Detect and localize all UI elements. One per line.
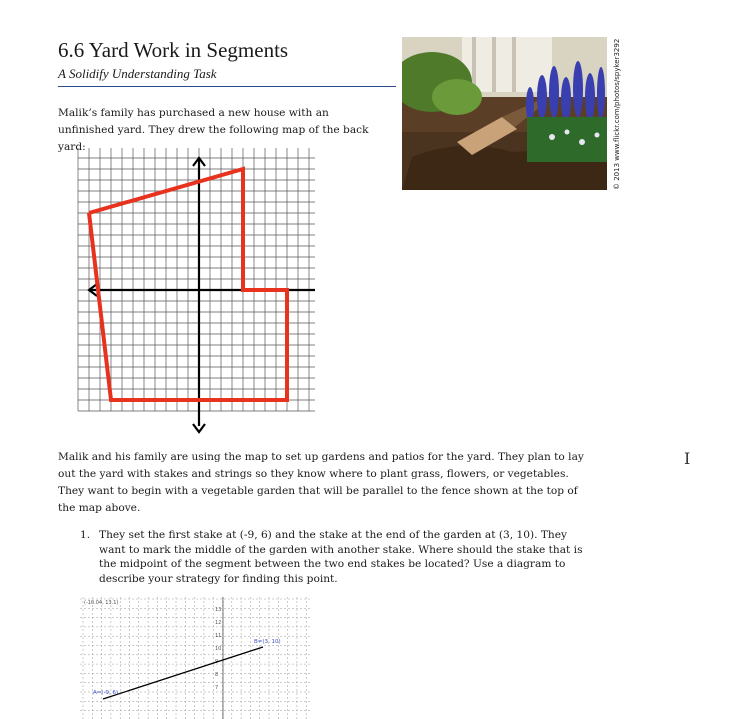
yard-grid (78, 148, 315, 411)
small-grid (80, 597, 312, 719)
text-cursor-icon: I (684, 449, 691, 468)
corner-label: (-10.04, 13.1) (84, 600, 119, 606)
photo-credit: © 2013 www.flickr.com/photos/spyker3292 (613, 38, 621, 190)
intro-paragraph: Malik’s family has purchased a new house with an unfinished yard. They drew the following map of the back yard: (58, 107, 369, 153)
garden-segment (103, 647, 263, 699)
small-y-tick-label: 7 (215, 685, 219, 691)
garden-photo-illustration (402, 37, 607, 190)
garden-photo (402, 37, 607, 190)
question-number: 1. (80, 529, 91, 541)
small-y-tick-label: 8 (215, 672, 219, 678)
page-subtitle: A Solidify Understanding Task (58, 66, 217, 81)
point-a-label: A=(-9, 6) (93, 690, 119, 696)
small-y-tick-label: 11 (215, 633, 222, 639)
midpoint-diagram (80, 597, 312, 719)
yard-map (55, 148, 315, 438)
point-b-label: B=(3, 10) (254, 639, 281, 645)
page-title: 6.6 Yard Work in Segments (58, 38, 289, 62)
yard-description-paragraph: Malik and his family are using the map to set up gardens and patios for the yard. They plan to lay out the yard with stakes and strings so they know where to plant grass, flowers, or vegetables. They want to begin with a vegetable garden that will be parallel to the fence shown at the top of the map above. (58, 451, 584, 514)
small-y-tick-label: 13 (215, 607, 222, 613)
small-y-tick-label: 10 (215, 646, 222, 652)
small-y-tick-label: 12 (215, 620, 222, 626)
question-text: They set the first stake at (-9, 6) and the stake at the end of the garden at (3, 10). They want to mark the middle of the garden with another stake. Where should the stake that is the midpoint of the segment between the two end stakes be located? Use a diagram to describe your strategy for finding this point. (99, 529, 583, 585)
title-underline (58, 86, 396, 87)
axis-arrows (89, 158, 315, 432)
